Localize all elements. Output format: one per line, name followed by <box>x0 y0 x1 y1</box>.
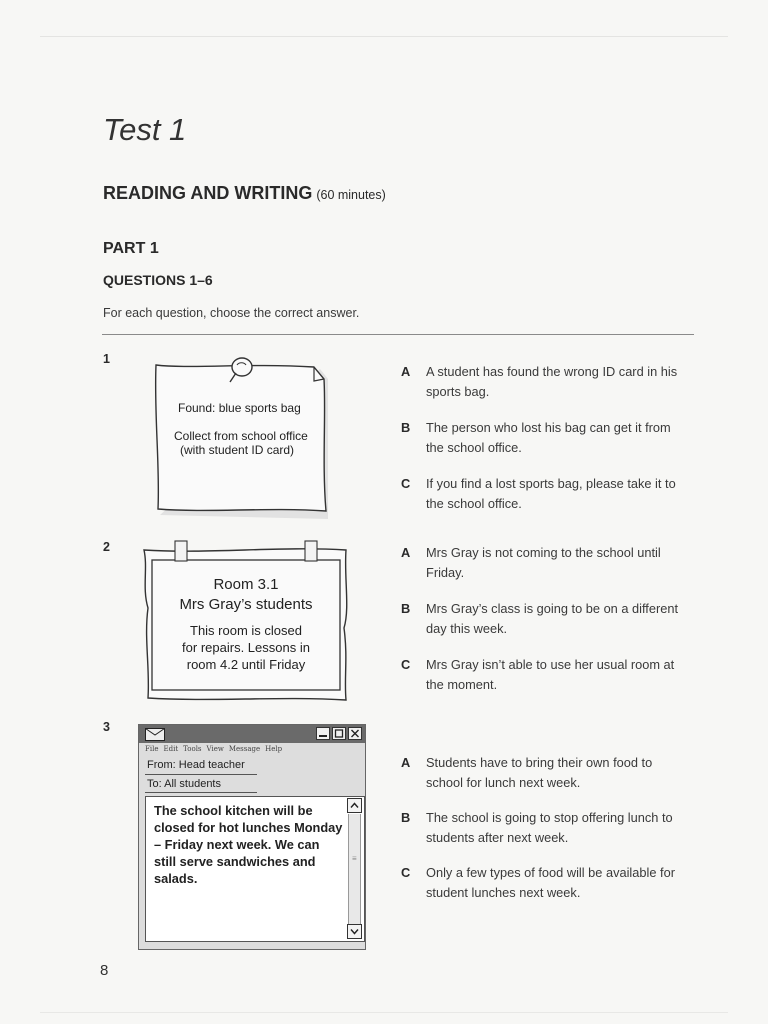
menu-item-message: Message <box>228 745 261 753</box>
option-text: The school is going to stop offering lunch to students after next week. <box>426 810 673 845</box>
notice-line: (with student ID card) <box>180 443 295 457</box>
pushpin-icon <box>226 355 256 385</box>
section-title-text: READING AND WRITING <box>103 183 313 203</box>
notice-room-number: Room 3.1 <box>213 576 279 593</box>
scan-edge-bottom <box>40 1012 728 1013</box>
option-text: The person who lost his bag can get it from the school office. <box>426 420 671 455</box>
notice-found-bag <box>148 355 340 527</box>
email-menubar <box>145 745 282 753</box>
menu-item-help: Help <box>265 745 283 753</box>
chevron-up-icon <box>347 798 362 813</box>
email-body-text: The school kitchen will be closed for hot lunches Monday – Friday next week. We can still serve sandwiches and salads. <box>154 803 343 886</box>
divider <box>102 334 694 335</box>
scroll-grip-icon: ≡ <box>352 854 357 863</box>
part-title: PART 1 <box>103 240 159 257</box>
option-letter: B <box>401 420 411 435</box>
option-letter: A <box>401 755 411 770</box>
notice-line: Collect from school office <box>174 429 308 443</box>
option-c <box>401 655 691 695</box>
option-a <box>401 753 691 793</box>
instruction-text: For each question, choose the correct answer. <box>103 306 360 320</box>
tape-icon <box>174 540 188 562</box>
email-to: To: All students <box>147 778 221 790</box>
option-letter: B <box>401 601 411 616</box>
option-letter: B <box>401 810 411 825</box>
envelope-icon <box>145 728 165 741</box>
notice-body-line: room 4.2 until Friday <box>186 657 306 672</box>
option-text: A student has found the wrong ID card in his sports bag. <box>426 364 678 399</box>
question-number: 1 <box>103 352 110 366</box>
email-from: From: Head teacher <box>147 759 245 771</box>
chevron-down-icon <box>347 924 362 939</box>
option-c <box>401 863 691 903</box>
menu-item-file: File <box>145 745 159 753</box>
notice-body-line: for repairs. Lessons in <box>182 640 310 655</box>
page-number: 8 <box>100 962 109 979</box>
option-a <box>401 543 691 583</box>
taped-notice-graphic <box>140 538 352 704</box>
notice-room <box>140 538 352 704</box>
question-number: 2 <box>103 540 110 554</box>
menu-item-view: View <box>206 745 224 753</box>
email-body <box>145 796 365 942</box>
notice-body-line: This room is closed <box>190 623 302 638</box>
email-header-rule <box>145 792 257 793</box>
section-duration: (60 minutes) <box>316 188 386 202</box>
option-letter: C <box>401 865 411 880</box>
scan-edge-top <box>40 36 728 37</box>
email-window <box>138 724 366 950</box>
option-c <box>401 474 691 514</box>
tape-icon <box>304 540 318 562</box>
close-icon <box>348 727 362 740</box>
option-a <box>401 362 691 402</box>
option-b <box>401 599 691 639</box>
notice-heading: Mrs Gray’s students <box>179 596 313 613</box>
option-text: Mrs Gray’s class is going to be on a different day this week. <box>426 601 679 636</box>
option-text: Students have to bring their own food to school for lunch next week. <box>426 755 653 790</box>
question-number: 3 <box>103 720 110 734</box>
scroll-track <box>348 814 361 924</box>
section-title <box>103 183 386 204</box>
option-b <box>401 418 691 458</box>
option-letter: C <box>401 476 411 491</box>
questions-range: QUESTIONS 1–6 <box>103 272 213 288</box>
email-scrollbar <box>347 798 363 940</box>
email-header-rule <box>145 774 257 775</box>
option-text: Mrs Gray is not coming to the school until Friday. <box>426 545 661 580</box>
menu-item-edit: Edit <box>163 745 179 753</box>
option-letter: A <box>401 545 411 560</box>
notice-line: Found: blue sports bag <box>178 401 301 415</box>
option-text: Mrs Gray isn’t able to use her usual room at the moment. <box>426 657 675 692</box>
option-letter: C <box>401 657 411 672</box>
option-letter: A <box>401 364 411 379</box>
option-b <box>401 808 691 848</box>
option-text: Only a few types of food will be available for student lunches next week. <box>426 865 675 900</box>
window-controls <box>316 727 362 740</box>
minimize-icon <box>316 727 330 740</box>
email-titlebar <box>139 725 365 743</box>
menu-item-tools: Tools <box>183 745 202 753</box>
maximize-icon <box>332 727 346 740</box>
option-text: If you find a lost sports bag, please take it to the school office. <box>426 476 676 511</box>
test-title: Test 1 <box>103 112 187 147</box>
